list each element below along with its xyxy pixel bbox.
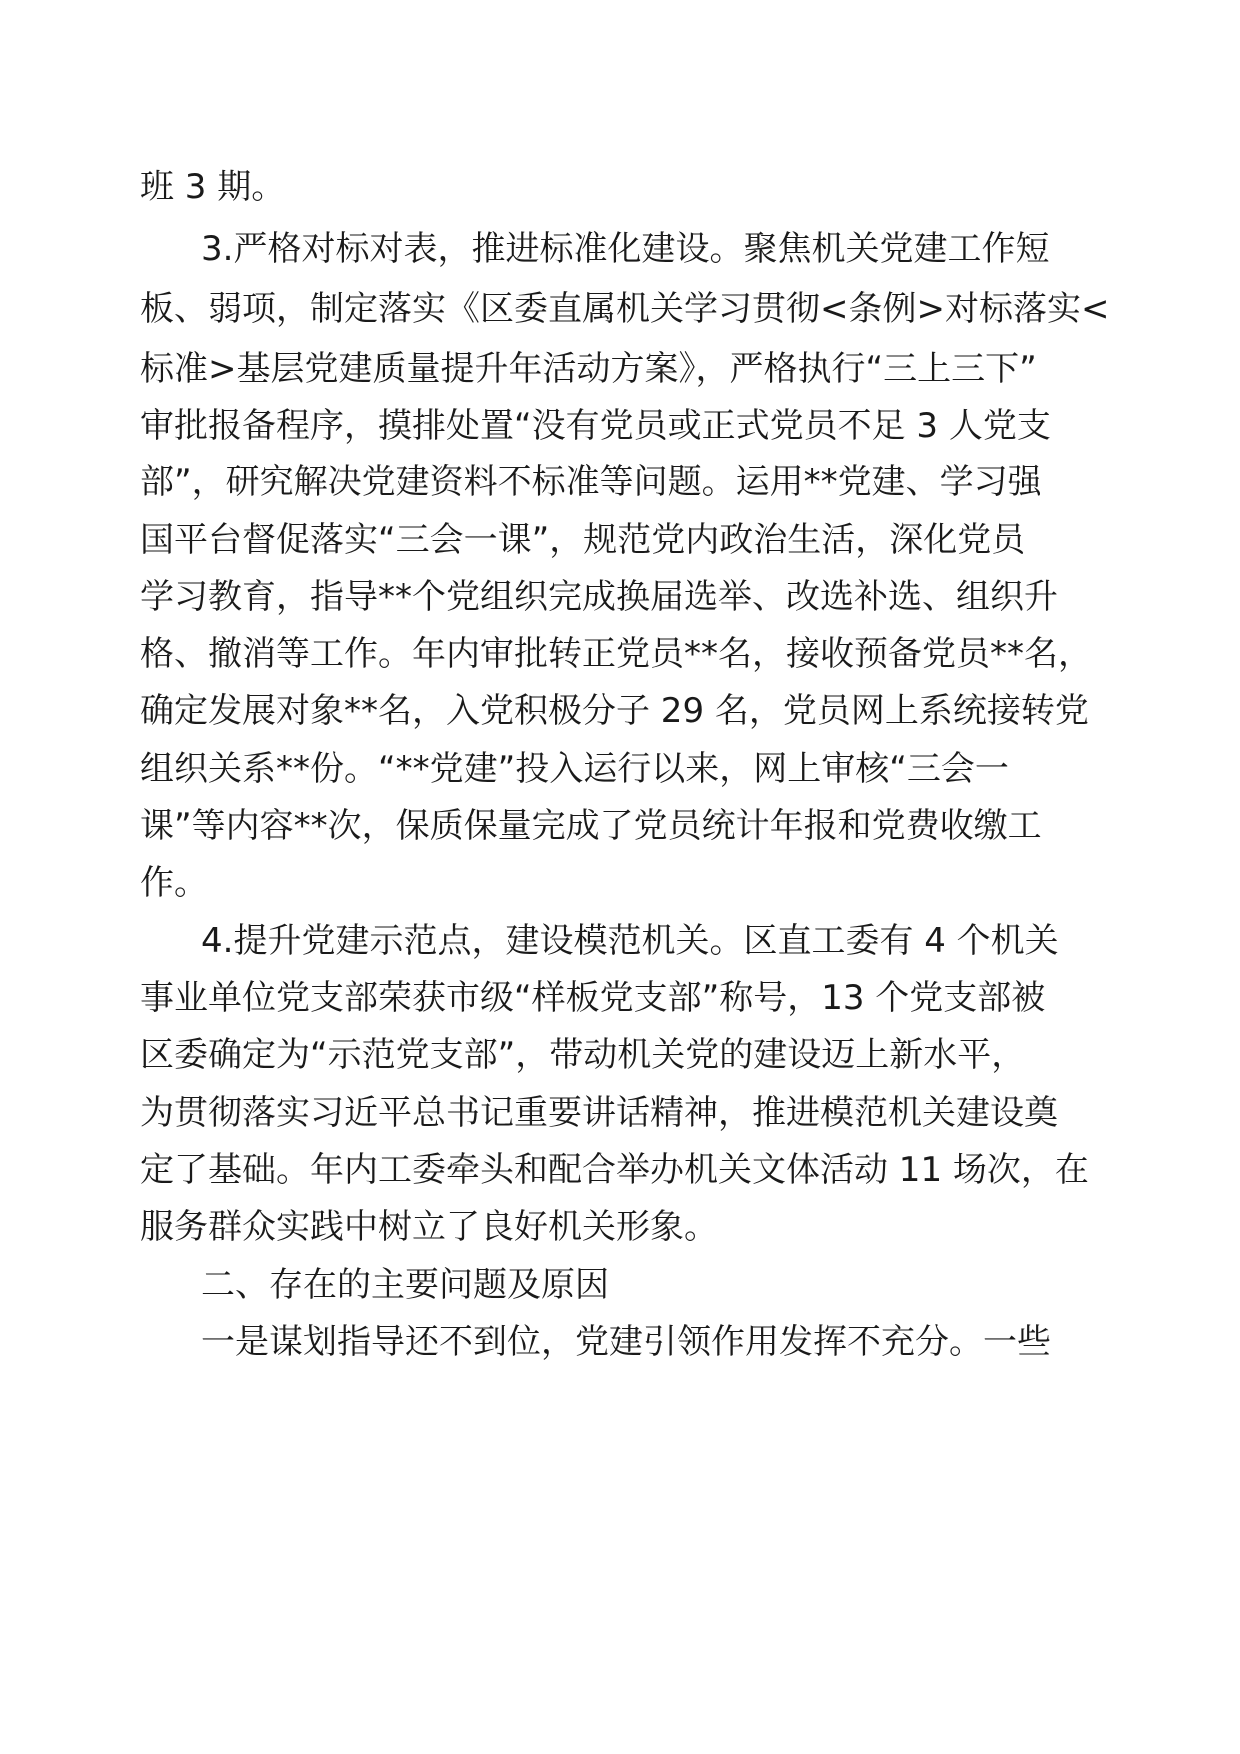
- text-line: 事业单位党支部荣获市级“样板党支部”称号，13 个党支部被: [140, 978, 1046, 1018]
- text-line: 班 3 期。: [140, 167, 286, 207]
- text-line: 作。: [140, 863, 208, 903]
- text-line: 标准>基层党建质量提升年活动方案》，严格执行“三上三下”: [140, 349, 1037, 389]
- text-line: 区委确定为“示范党支部”，带动机关党的建设迈上新水平，: [140, 1035, 1026, 1075]
- text-line: 服务群众实践中树立了良好机关形象。: [140, 1207, 718, 1247]
- text-line: 国平台督促落实“三会一课”，规范党内政治生活，深化党员: [140, 520, 1026, 560]
- section-heading: 二、存在的主要问题及原因: [201, 1265, 609, 1305]
- text-line: 定了基础。年内工委牵头和配合举办机关文体活动 11 场次，在: [140, 1150, 1089, 1190]
- text-line: 为贯彻落实习近平总书记重要讲话精神，推进模范机关建设奠: [140, 1093, 1058, 1133]
- text-line: 组织关系**份。“**党建”投入运行以来，网上审核“三会一: [140, 749, 1009, 789]
- text-line: 3.严格对标对表，推进标准化建设。聚焦机关党建工作短: [201, 229, 1050, 269]
- text-line: 学习教育，指导**个党组织完成换届选举、改选补选、组织升: [140, 577, 1058, 617]
- text-line: 板、弱项，制定落实《区委直属机关学习贯彻<条例>对标落实<: [140, 289, 1110, 329]
- text-line: 一是谋划指导还不到位，党建引领作用发挥不充分。一些: [201, 1322, 1051, 1362]
- text-line: 格、撤消等工作。年内审批转正党员**名，接收预备党员**名，: [140, 634, 1092, 674]
- text-line: 确定发展对象**名，入党积极分子 29 名，党员网上系统接转党: [140, 691, 1089, 731]
- text-line: 审批报备程序，摸排处置“没有党员或正式党员不足 3 人党支: [140, 406, 1051, 446]
- text-line: 4.提升党建示范点，建设模范机关。区直工委有 4 个机关: [201, 921, 1059, 961]
- text-line: 部”，研究解决党建资料不标准等问题。运用**党建、学习强: [140, 462, 1042, 502]
- text-line: 课”等内容**次，保质保量完成了党员统计年报和党费收缴工: [140, 806, 1042, 846]
